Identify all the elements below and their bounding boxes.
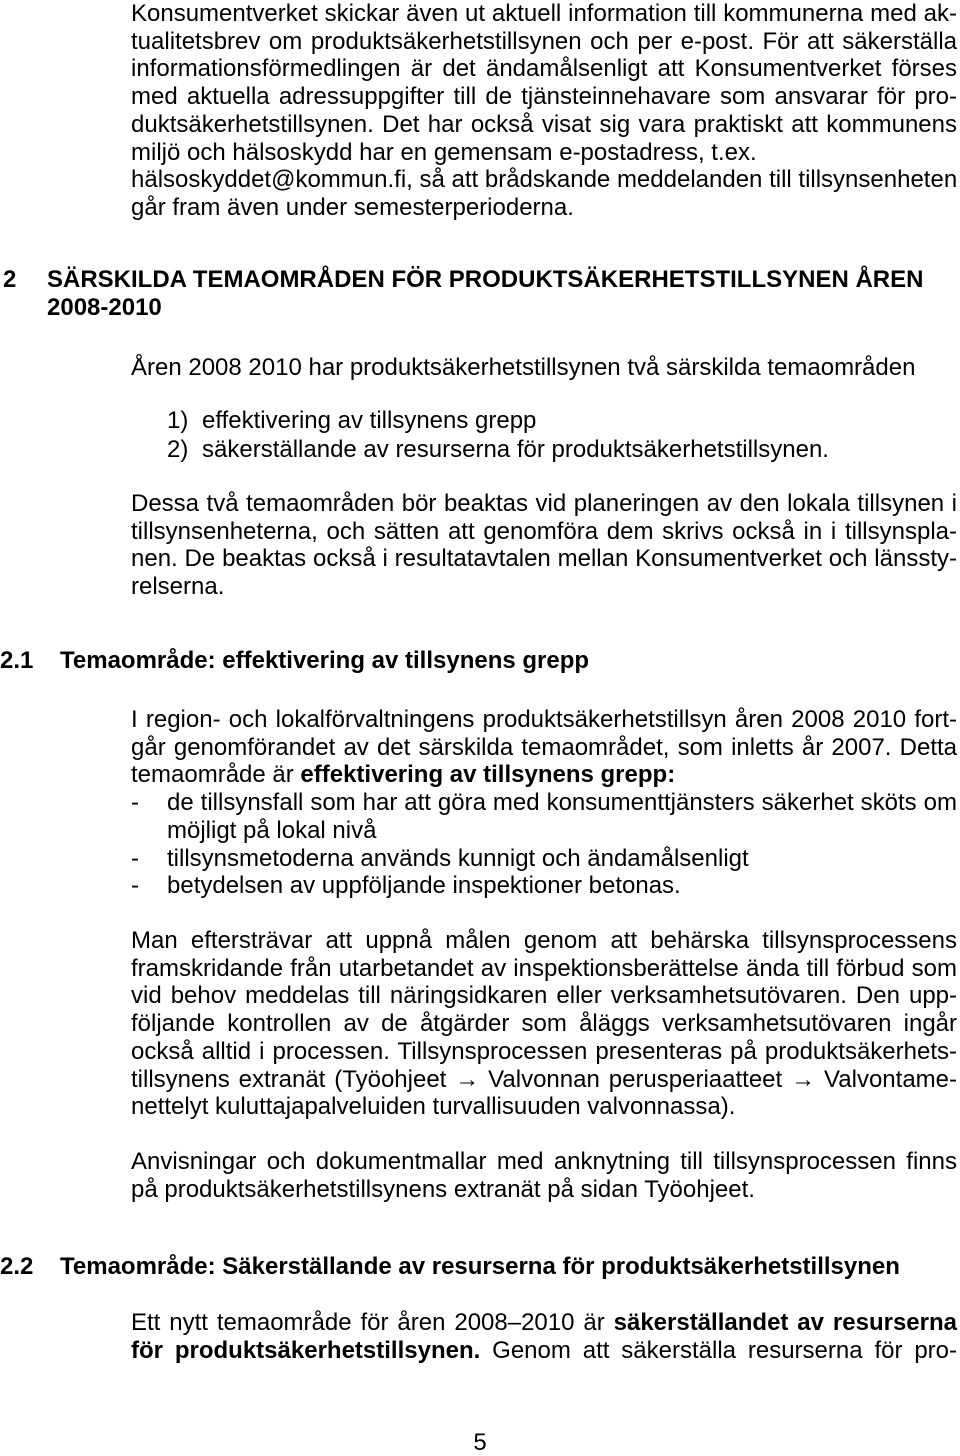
- text-line: på produktsäkerhetstillsynens extranät på sidan Työohjeet.: [131, 1175, 755, 1203]
- page-number: 5: [473, 1429, 487, 1456]
- text-line: nen. De beaktas också i resultatavtalen mellan Konsumentverket och länssty-: [131, 545, 957, 573]
- bullet-list: [131, 789, 957, 900]
- paragraph: [131, 1309, 957, 1364]
- bullet-text: [167, 872, 957, 900]
- section-heading: [0, 647, 940, 675]
- section-number: 2.1: [0, 647, 34, 674]
- text-line: tualitetsbrev om produktsäkerhetstillsynen och per e-post. För att säkerställa: [131, 27, 957, 55]
- section-title: Temaområde: effektivering av tillsynens grepp: [60, 647, 590, 674]
- list-item: [167, 407, 957, 436]
- text-line: tillsynsenheterna, och sätten att genomföra dem skrivs också in i tillsynspla-: [131, 517, 957, 545]
- section-body: [131, 706, 957, 900]
- text-line: betydelsen av uppföljande inspektioner betonas.: [167, 872, 681, 900]
- bullet-text: [167, 789, 957, 844]
- text-line: SÄRSKILDA TEMAOMRÅDEN FÖR PRODUKTSÄKERHETSTILLSYNEN ÅREN: [47, 266, 924, 293]
- text-line: Dessa två temaområden bör beaktas vid planeringen av den lokala tillsynen i: [131, 490, 957, 517]
- text-line: [131, 1309, 957, 1337]
- section-heading: [0, 1253, 940, 1281]
- text-line: nettelyt kuluttajapalveluiden turvallisuuden valvonnassa).: [131, 1093, 736, 1121]
- paragraph: [131, 0, 957, 222]
- text-run: temaområde är: [131, 761, 301, 789]
- section-number: 2.2: [0, 1253, 34, 1280]
- text-run: Ett nytt temaområde för åren 2008–2010 är: [131, 1309, 614, 1336]
- paragraph: [131, 927, 957, 1121]
- bullet-item: [131, 845, 957, 873]
- bold-text: för produktsäkerhetstillsynen.: [131, 1336, 481, 1364]
- bullet-text: [167, 845, 957, 873]
- bullet-item: [131, 789, 957, 844]
- text-line: miljö och hälsoskydd har en gemensam e-postadress, t.ex.: [131, 138, 757, 166]
- list-item-text: effektivering av tillsynens grepp: [202, 407, 537, 434]
- text-line: vid behov meddelas till näringsidkaren eller verksamhetsutövaren. Den upp-: [131, 982, 957, 1010]
- bullet-marker: -: [131, 844, 139, 872]
- paragraph: [131, 1148, 957, 1203]
- section-title: Temaområde: Säkerställande av resurserna för produktsäkerhetstillsynen: [60, 1253, 900, 1280]
- text-line: Man eftersträvar att uppnå målen genom att behärska tillsynsprocessens: [131, 927, 957, 954]
- text-line: tillsynens extranät (Työohjeet → Valvonnan perusperiaatteet → Valvontame-: [131, 1065, 957, 1093]
- text-line: 2008-2010: [47, 293, 162, 321]
- text-line: framskridande från utarbetandet av inspektionsberättelse ända till förbud som: [131, 954, 957, 982]
- numbered-list: [167, 407, 957, 464]
- text-line: Anvisningar och dokumentmallar med anknytning till tillsynsprocessen finns: [131, 1148, 957, 1175]
- list-marker: 1): [167, 407, 189, 434]
- text-line: [131, 1337, 957, 1365]
- text-line: tillsynsmetoderna används kunnigt och ändamålsenligt: [167, 844, 749, 872]
- section-heading: [0, 266, 940, 321]
- paragraph: [131, 354, 957, 382]
- section-number: 2: [3, 266, 17, 293]
- text-line: går fram även under semesterperioderna.: [131, 193, 574, 221]
- list-item: [167, 436, 957, 465]
- text-line: följande kontrollen av de åtgärder som åläggs verksamhetsutövaren ingår: [131, 1010, 957, 1038]
- list-marker: 2): [167, 435, 189, 463]
- text-line: informationsförmedlingen är det ändamålsenligt att Konsumentverket förses: [131, 55, 957, 83]
- paragraph: [131, 706, 957, 789]
- text-line: hälsoskyddet@kommun.fi, så att brådskande meddelanden till tillsynsenheten: [131, 166, 958, 194]
- text-line: med aktuella adressuppgifter till de tjänsteinnehavare som ansvarar för pro-: [131, 83, 957, 111]
- text-line: duktsäkerhetstillsynen. Det har också visat sig vara praktiskt att kommunens: [131, 110, 957, 138]
- text-line: Konsumentverket skickar även ut aktuell information till kommunerna med ak-: [131, 0, 957, 27]
- section-title: [47, 266, 940, 321]
- paragraph: [131, 490, 957, 601]
- text-line: I region- och lokalförvaltningens produktsäkerhetstillsyn åren 2008 2010 fort-: [131, 706, 957, 733]
- text-line: Åren 2008 2010 har produktsäkerhetstillsynen två särskilda temaområden: [131, 354, 916, 381]
- bold-text: effektivering av tillsynens grepp:: [300, 761, 676, 789]
- text-line: relserna.: [131, 573, 225, 601]
- text-line: [131, 761, 957, 789]
- text-line: möjligt på lokal nivå: [167, 816, 377, 844]
- text-line: också alltid i processen. Tillsynsprocessen presenteras på produktsäkerhets-: [131, 1037, 957, 1065]
- text-line: går genomförandet av det särskilda temaområdet, som inletts år 2007. Detta: [131, 733, 957, 761]
- bold-text: säkerställandet av resurserna: [613, 1309, 957, 1336]
- text-run: Genom att säkerställa resurserna för pro-: [480, 1336, 958, 1364]
- bullet-item: [131, 872, 957, 900]
- bullet-marker: -: [131, 789, 139, 817]
- list-item-text: säkerställande av resurserna för produktsäkerhetstillsynen.: [202, 435, 829, 463]
- text-line: de tillsynsfall som har att göra med konsumenttjänsters säkerhet sköts om: [167, 789, 957, 817]
- bullet-marker: -: [131, 872, 139, 900]
